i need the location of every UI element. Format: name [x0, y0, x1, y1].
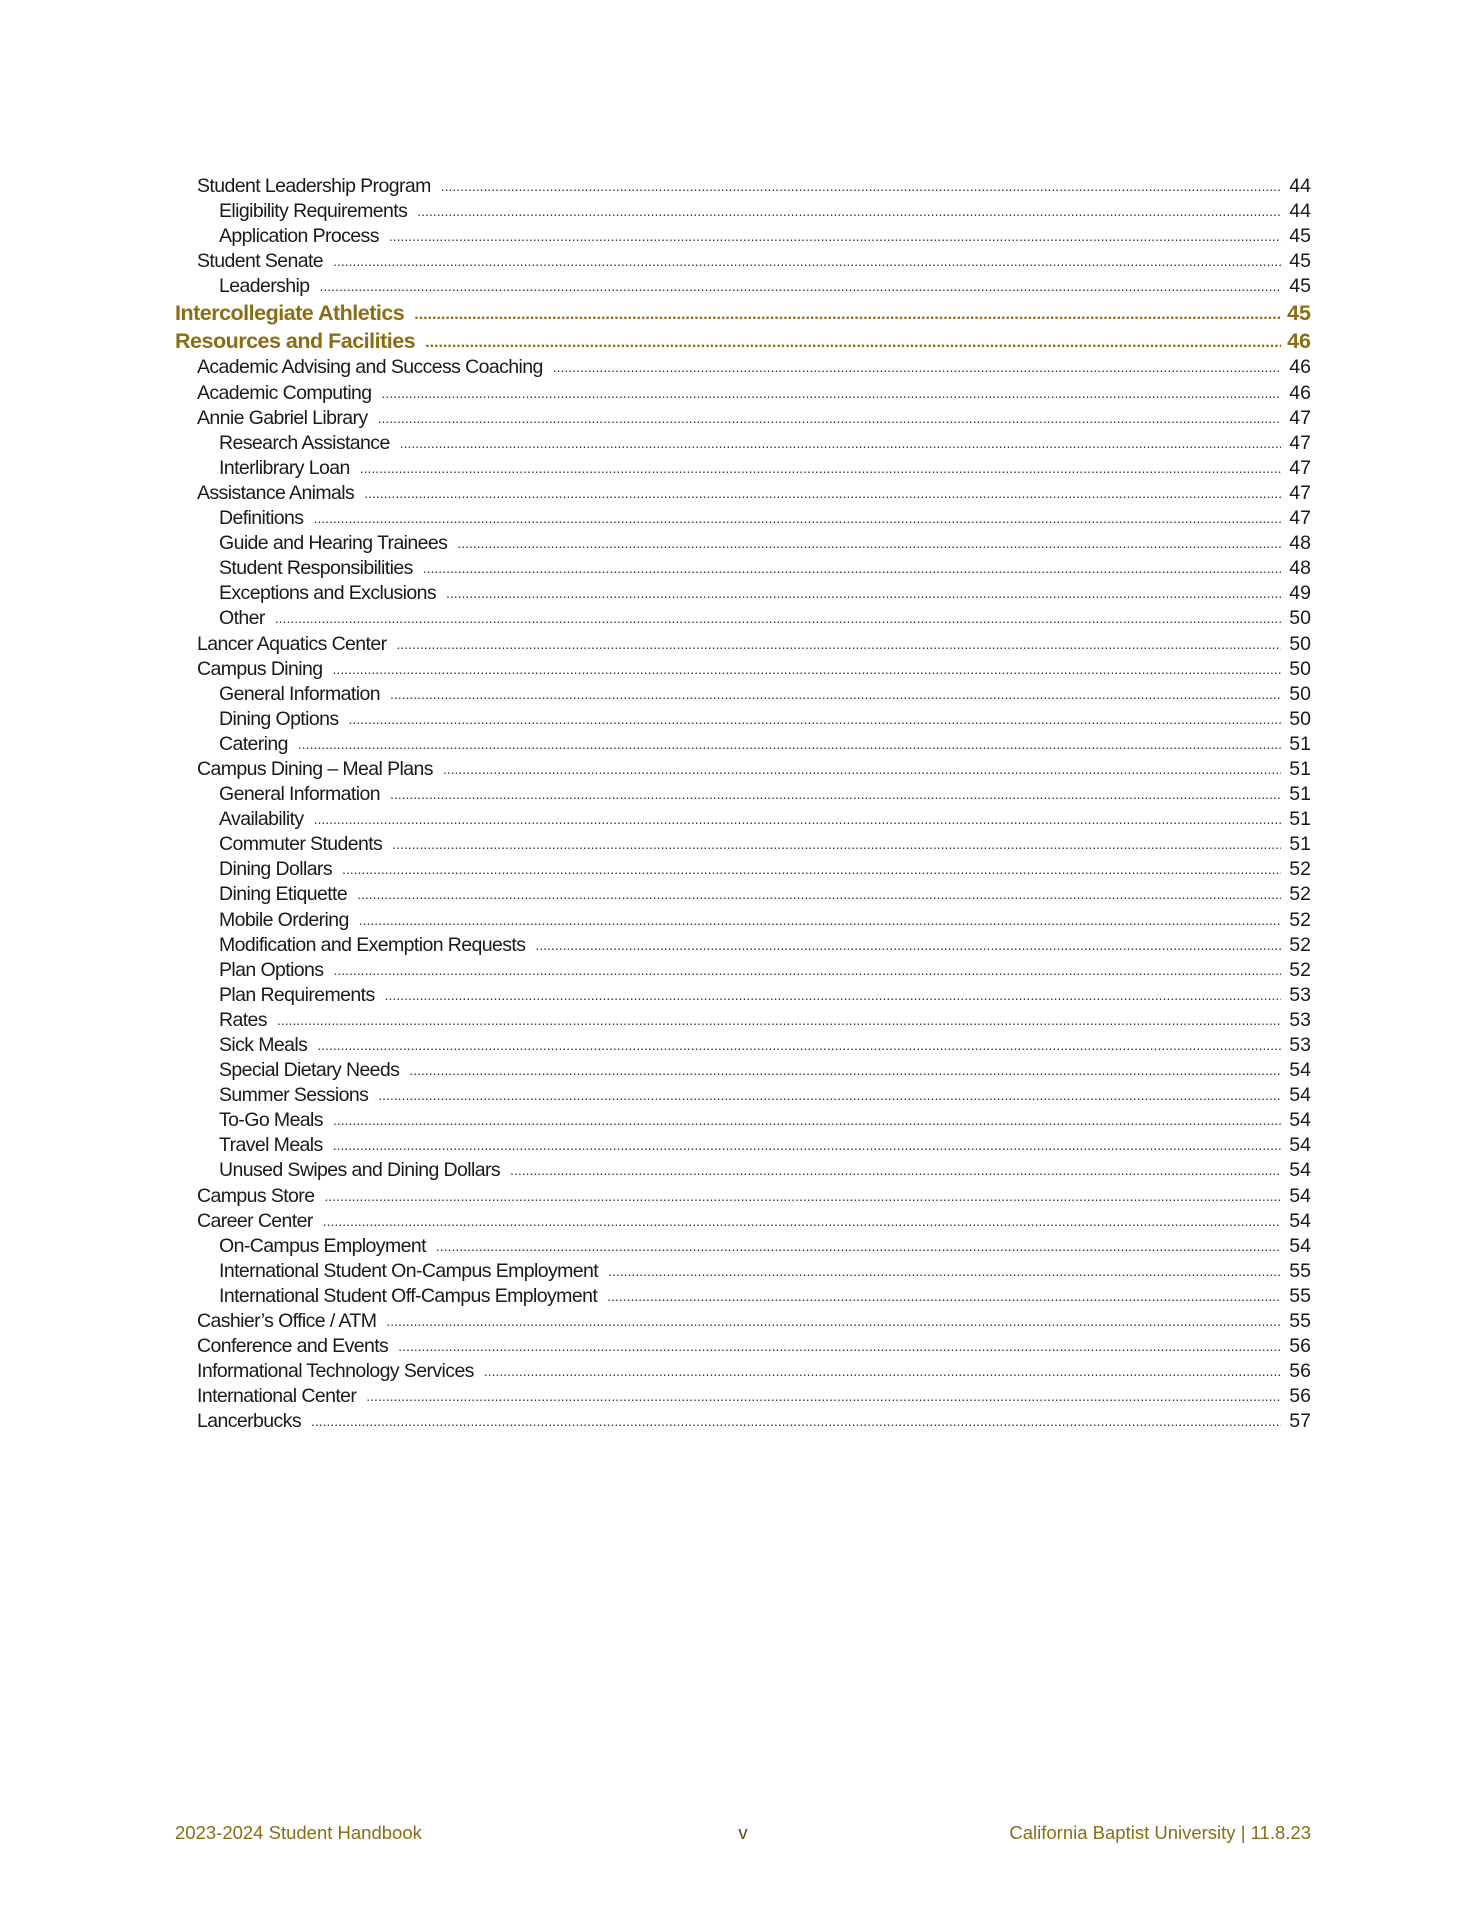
toc-entry[interactable]: [175, 1409, 1311, 1434]
toc-dot-leader: [608, 1259, 1281, 1284]
toc-entry-page-number[interactable]: 47: [1289, 481, 1311, 504]
toc-entry-page-number[interactable]: 55: [1289, 1259, 1311, 1282]
toc-entry[interactable]: [175, 1033, 1311, 1058]
toc-entry-page-number[interactable]: 50: [1289, 607, 1311, 630]
toc-dot-leader: [357, 882, 1281, 907]
toc-dot-leader: [390, 782, 1281, 807]
toc-entry-title[interactable]: International Student On-Campus Employment: [219, 1259, 599, 1282]
toc-entry-page-number[interactable]: 47: [1289, 507, 1311, 530]
toc-entry[interactable]: [175, 506, 1311, 531]
toc-dot-leader: [323, 1209, 1281, 1234]
toc-dot-leader: [457, 531, 1281, 556]
toc-entry-page-number[interactable]: 51: [1289, 833, 1311, 856]
toc-entry-title[interactable]: Student Responsibilities: [219, 557, 413, 580]
toc-entry-title[interactable]: Summer Sessions: [219, 1084, 369, 1107]
toc-entry-title[interactable]: Catering: [219, 732, 288, 755]
toc-dot-leader: [414, 301, 1281, 329]
toc-entry[interactable]: [175, 983, 1311, 1008]
toc-section-heading[interactable]: [175, 299, 1311, 327]
toc-dot-leader: [378, 406, 1281, 431]
toc-entry[interactable]: [175, 456, 1311, 481]
toc-entry-page-number[interactable]: 47: [1289, 456, 1311, 479]
toc-entry[interactable]: [175, 1384, 1311, 1409]
toc-dot-leader: [333, 657, 1281, 682]
toc-dot-leader: [397, 632, 1281, 657]
toc-entry[interactable]: [175, 1284, 1311, 1309]
toc-entry-title[interactable]: Plan Requirements: [219, 983, 375, 1006]
toc-entry-page-number[interactable]: 54: [1289, 1234, 1311, 1257]
toc-dot-leader: [446, 581, 1281, 606]
toc-entry-title[interactable]: Academic Advising and Success Coaching: [197, 356, 543, 379]
toc-entry-page-number[interactable]: 45: [1289, 225, 1311, 248]
toc-entry-page-number[interactable]: 51: [1289, 808, 1311, 831]
toc-entry-title[interactable]: Dining Etiquette: [219, 883, 348, 906]
toc-entry-page-number[interactable]: 54: [1289, 1059, 1311, 1082]
toc-entry-title[interactable]: Resources and Facilities: [175, 329, 416, 354]
toc-entry[interactable]: [175, 757, 1311, 782]
toc-entry-page-number[interactable]: 53: [1289, 1034, 1311, 1056]
toc-entry-page-number[interactable]: 54: [1289, 1159, 1311, 1182]
toc-entry-title[interactable]: Campus Dining: [197, 657, 323, 680]
toc-entry-page-number[interactable]: 56: [1289, 1335, 1311, 1358]
toc-entry-title[interactable]: General Information: [219, 682, 380, 705]
toc-entry-page-number[interactable]: 44: [1289, 175, 1311, 197]
toc-entry[interactable]: [175, 1184, 1311, 1209]
toc-entry[interactable]: [175, 406, 1311, 431]
toc-entry-page-number[interactable]: 56: [1289, 1385, 1311, 1408]
toc-entry[interactable]: [175, 807, 1311, 832]
footer-page-number: v: [738, 1822, 748, 1843]
toc-entry-title[interactable]: Intercollegiate Athletics: [175, 301, 405, 326]
toc-entry[interactable]: [175, 355, 1311, 380]
toc-entry[interactable]: [175, 199, 1311, 224]
toc-entry-page-number[interactable]: 54: [1289, 1134, 1311, 1157]
toc-entry-title[interactable]: Dining Dollars: [219, 858, 332, 881]
toc-entry-title[interactable]: International Center: [197, 1385, 357, 1408]
toc-entry[interactable]: [175, 1259, 1311, 1284]
toc-entry-title[interactable]: Special Dietary Needs: [219, 1059, 400, 1082]
toc-entry-title[interactable]: Research Assistance: [219, 431, 390, 454]
toc-entry-title[interactable]: Academic Computing: [197, 381, 372, 404]
toc-entry[interactable]: [175, 707, 1311, 732]
toc-dot-leader: [400, 431, 1281, 456]
toc-entry[interactable]: [175, 531, 1311, 556]
toc-entry[interactable]: [175, 1133, 1311, 1158]
toc-entry[interactable]: [175, 1058, 1311, 1083]
toc-entry-title[interactable]: Exceptions and Exclusions: [219, 582, 436, 605]
toc-entry-title[interactable]: Definitions: [219, 507, 304, 530]
toc-entry[interactable]: [175, 556, 1311, 581]
toc-entry[interactable]: [175, 1209, 1311, 1234]
toc-dot-leader: [314, 807, 1281, 832]
toc-dot-leader: [425, 329, 1281, 357]
toc-entry-title[interactable]: Other: [219, 607, 265, 630]
toc-entry-page-number[interactable]: 48: [1289, 532, 1311, 555]
toc-dot-leader: [409, 1058, 1281, 1083]
toc-entry-page-number[interactable]: 50: [1289, 682, 1311, 705]
toc-entry[interactable]: [175, 657, 1311, 682]
toc-dot-leader: [342, 857, 1281, 882]
toc-entry-title[interactable]: Career Center: [197, 1209, 313, 1232]
toc-entry-title[interactable]: Informational Technology Services: [197, 1360, 474, 1383]
toc-entry-page-number[interactable]: 56: [1289, 1360, 1311, 1383]
toc-entry-title[interactable]: Application Process: [219, 225, 379, 248]
toc-dot-leader: [364, 481, 1281, 506]
toc-entry[interactable]: [175, 1083, 1311, 1108]
toc-entry-page-number[interactable]: 47: [1289, 431, 1311, 454]
toc-entry-title[interactable]: International Student Off-Campus Employment: [219, 1284, 598, 1307]
toc-dot-leader: [386, 1309, 1281, 1334]
toc-entry-title[interactable]: Dining Options: [219, 707, 339, 730]
toc-entry-title[interactable]: Commuter Students: [219, 833, 383, 856]
toc-entry[interactable]: [175, 832, 1311, 857]
toc-entry[interactable]: [175, 882, 1311, 907]
toc-entry-title[interactable]: Lancer Aquatics Center: [197, 632, 387, 655]
toc-entry-title[interactable]: Rates: [219, 1008, 267, 1031]
toc-entry-page-number[interactable]: 53: [1289, 1008, 1311, 1031]
toc-entry-page-number[interactable]: 52: [1289, 883, 1311, 906]
toc-dot-leader: [417, 199, 1281, 224]
toc-entry-page-number[interactable]: 49: [1289, 582, 1311, 605]
toc-entry-title[interactable]: Unused Swipes and Dining Dollars: [219, 1159, 501, 1182]
toc-dot-leader: [484, 1359, 1281, 1384]
toc-dot-leader: [385, 983, 1281, 1008]
toc-entry-title[interactable]: Sick Meals: [219, 1034, 308, 1056]
toc-entry[interactable]: [175, 581, 1311, 606]
page-footer: [175, 1822, 1311, 1848]
toc-dot-leader: [392, 832, 1281, 857]
toc-entry[interactable]: [175, 174, 1311, 199]
toc-entry-page-number[interactable]: 54: [1289, 1209, 1311, 1232]
toc-entry-page-number[interactable]: 52: [1289, 858, 1311, 881]
toc-entry-page-number[interactable]: 50: [1289, 632, 1311, 655]
table-of-contents: [175, 174, 1311, 1435]
toc-entry-title[interactable]: Student Leadership Program: [197, 175, 431, 197]
toc-dot-leader: [333, 958, 1281, 983]
toc-entry-title[interactable]: Guide and Hearing Trainees: [219, 532, 448, 555]
toc-entry[interactable]: [175, 1008, 1311, 1033]
toc-entry[interactable]: [175, 908, 1311, 933]
toc-entry-page-number[interactable]: 47: [1289, 406, 1311, 429]
toc-entry-page-number[interactable]: 52: [1289, 958, 1311, 981]
toc-dot-leader: [349, 707, 1281, 732]
toc-entry[interactable]: [175, 606, 1311, 631]
toc-entry-title[interactable]: Student Senate: [197, 250, 324, 273]
toc-entry[interactable]: [175, 1158, 1311, 1183]
toc-entry-page-number[interactable]: 46: [1289, 381, 1311, 404]
toc-entry[interactable]: [175, 857, 1311, 882]
toc-entry-title[interactable]: Eligibility Requirements: [219, 200, 408, 223]
toc-entry[interactable]: [175, 682, 1311, 707]
toc-entry-page-number[interactable]: 45: [1289, 250, 1311, 273]
toc-dot-leader: [359, 908, 1281, 933]
toc-dot-leader: [389, 224, 1281, 249]
toc-entry-title[interactable]: To-Go Meals: [219, 1109, 323, 1132]
toc-dot-leader: [443, 757, 1281, 782]
toc-entry-page-number[interactable]: 50: [1289, 657, 1311, 680]
toc-dot-leader: [320, 274, 1282, 299]
toc-entry[interactable]: [175, 632, 1311, 657]
toc-entry[interactable]: [175, 1334, 1311, 1359]
toc-dot-leader: [390, 682, 1281, 707]
toc-entry-page-number[interactable]: 45: [1287, 301, 1311, 326]
footer-document-title: 2023-2024 Student Handbook: [175, 1822, 422, 1843]
toc-dot-leader: [535, 933, 1281, 958]
toc-entry-title[interactable]: On-Campus Employment: [219, 1234, 426, 1257]
toc-entry[interactable]: [175, 1108, 1311, 1133]
toc-dot-leader: [607, 1284, 1281, 1309]
toc-entry-page-number[interactable]: 50: [1289, 707, 1311, 730]
toc-entry[interactable]: [175, 1309, 1311, 1334]
toc-entry-page-number[interactable]: 55: [1289, 1310, 1311, 1333]
toc-dot-leader: [378, 1083, 1281, 1108]
toc-entry-title[interactable]: Travel Meals: [219, 1134, 323, 1157]
toc-entry[interactable]: [175, 1234, 1311, 1259]
toc-entry-title[interactable]: Campus Dining – Meal Plans: [197, 757, 433, 780]
toc-entry[interactable]: [175, 274, 1311, 299]
toc-entry-title[interactable]: Assistance Animals: [197, 481, 355, 504]
toc-entry-page-number[interactable]: 52: [1289, 908, 1311, 931]
toc-dot-leader: [333, 1133, 1281, 1158]
toc-dot-leader: [423, 556, 1281, 581]
toc-entry-title[interactable]: Plan Options: [219, 958, 324, 981]
toc-entry-page-number[interactable]: 57: [1289, 1410, 1311, 1433]
toc-entry-title[interactable]: Annie Gabriel Library: [197, 406, 368, 429]
toc-entry-title[interactable]: Conference and Events: [197, 1335, 389, 1358]
toc-entry[interactable]: [175, 431, 1311, 456]
toc-entry-page-number[interactable]: 55: [1289, 1284, 1311, 1307]
toc-dot-leader: [510, 1158, 1281, 1183]
toc-dot-leader: [398, 1334, 1281, 1359]
toc-entry-title[interactable]: Mobile Ordering: [219, 908, 349, 931]
toc-dot-leader: [436, 1234, 1281, 1259]
toc-entry[interactable]: [175, 249, 1311, 274]
toc-entry-title[interactable]: Campus Store: [197, 1184, 315, 1207]
toc-entry-title[interactable]: Modification and Exemption Requests: [219, 933, 526, 956]
toc-entry[interactable]: [175, 481, 1311, 506]
toc-entry[interactable]: [175, 933, 1311, 958]
toc-dot-leader: [298, 732, 1281, 757]
toc-entry-page-number[interactable]: 53: [1289, 983, 1311, 1006]
toc-dot-leader: [275, 606, 1281, 631]
toc-dot-leader: [324, 1184, 1281, 1209]
toc-dot-leader: [366, 1384, 1281, 1409]
toc-dot-leader: [382, 381, 1281, 406]
toc-dot-leader: [317, 1033, 1281, 1058]
toc-entry-page-number[interactable]: 51: [1289, 783, 1311, 806]
toc-entry-title[interactable]: Lancerbucks: [197, 1410, 301, 1433]
toc-entry-title[interactable]: General Information: [219, 783, 380, 806]
toc-entry[interactable]: [175, 381, 1311, 406]
toc-dot-leader: [333, 1108, 1281, 1133]
toc-entry-page-number[interactable]: 48: [1289, 557, 1311, 580]
toc-entry[interactable]: [175, 958, 1311, 983]
toc-entry-page-number[interactable]: 46: [1289, 356, 1311, 379]
toc-entry-page-number[interactable]: 44: [1289, 200, 1311, 223]
toc-entry-page-number[interactable]: 51: [1289, 732, 1311, 755]
toc-entry-title[interactable]: Interlibrary Loan: [219, 456, 350, 479]
toc-entry-title[interactable]: Leadership: [219, 275, 310, 298]
toc-dot-leader: [441, 174, 1281, 199]
toc-entry[interactable]: [175, 732, 1311, 757]
toc-dot-leader: [277, 1008, 1281, 1033]
toc-entry[interactable]: [175, 224, 1311, 249]
toc-entry-title[interactable]: Cashier’s Office / ATM: [197, 1310, 377, 1333]
toc-section-heading[interactable]: [175, 327, 1311, 355]
toc-dot-leader: [553, 355, 1281, 380]
toc-entry-page-number[interactable]: 54: [1289, 1084, 1311, 1107]
toc-entry-page-number[interactable]: 54: [1289, 1184, 1311, 1207]
toc-entry-page-number[interactable]: 52: [1289, 933, 1311, 956]
toc-dot-leader: [313, 506, 1281, 531]
toc-entry-page-number[interactable]: 45: [1289, 275, 1311, 298]
toc-entry-title[interactable]: Availability: [219, 808, 304, 831]
footer-institution-date: California Baptist University | 11.8.23: [1009, 1822, 1311, 1843]
toc-entry[interactable]: [175, 782, 1311, 807]
toc-entry-page-number[interactable]: 51: [1289, 757, 1311, 780]
toc-dot-leader: [360, 456, 1281, 481]
toc-dot-leader: [311, 1409, 1281, 1434]
toc-dot-leader: [333, 249, 1281, 274]
toc-entry-page-number[interactable]: 54: [1289, 1109, 1311, 1132]
toc-entry-page-number[interactable]: 46: [1287, 329, 1311, 354]
toc-entry[interactable]: [175, 1359, 1311, 1384]
